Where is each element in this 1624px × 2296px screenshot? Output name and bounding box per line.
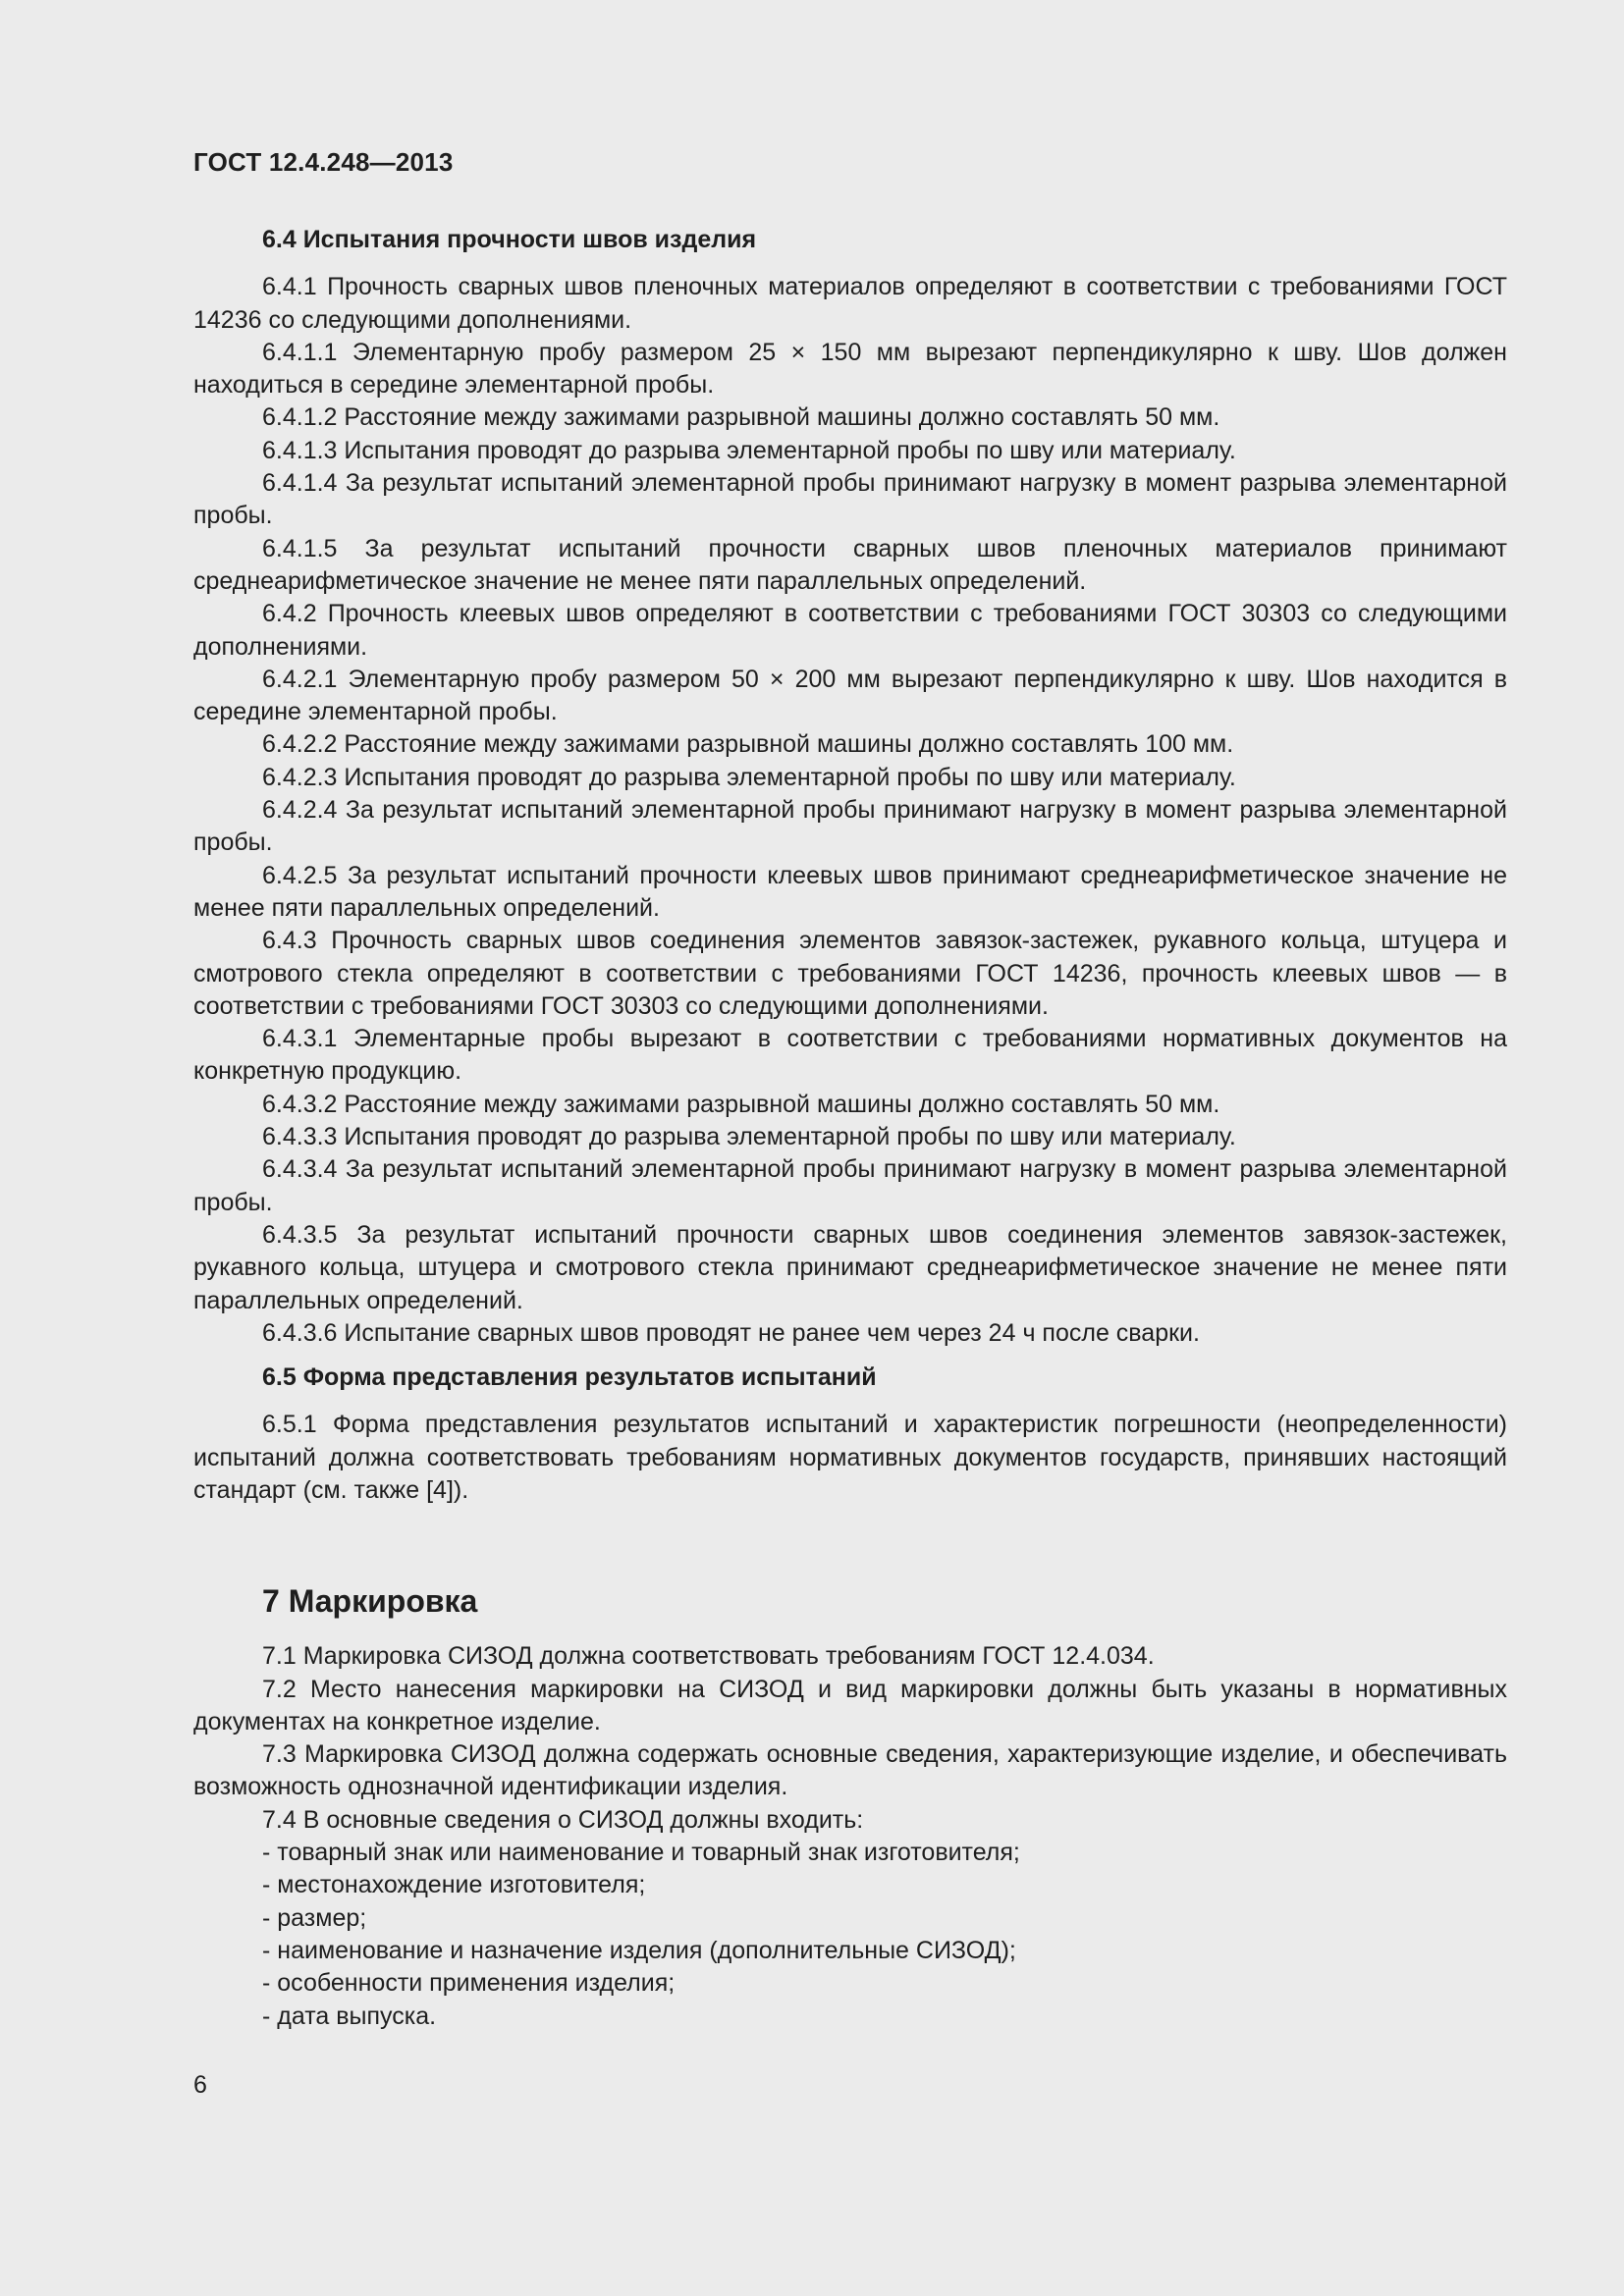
list-item: - наименование и назначение изделия (дополнительные СИЗОД); [262,1936,1016,1964]
paragraph: 6.4.2 Прочность клеевых швов определяют в соответствии с требованиями ГОСТ 30303 со следующими дополнениями. [193,600,1507,661]
paragraph: 6.4.1.5 За результат испытаний прочности сварных швов пленочных материалов принимают среднеарифметическое значение не менее пяти параллельных определений. [193,534,1507,595]
paragraph: 6.4.3.6 Испытание сварных швов проводят не ранее чем через 24 ч после сварки. [262,1318,1200,1347]
chapter-title-7: 7 Маркировка [262,1583,478,1620]
paragraph: 6.4.3.3 Испытания проводят до разрыва элементарной пробы по шву или материалу. [262,1123,1236,1151]
paragraph: 6.4.2.1 Элементарную пробу размером 50 × 200 мм вырезают перпендикулярно к шву. Шов находится в середине элементарной пробы. [193,665,1507,726]
list-item: - дата выпуска. [262,2002,437,2030]
list-item: - товарный знак или наименование и товарный знак изготовителя; [262,1839,1020,1867]
list-item: - размер; [262,1903,367,1932]
paragraph: 6.5.1 Форма представления результатов испытаний и характеристик погрешности (неопределенности) испытаний должна соответствовать требованиям нормативных документов государств, принявших настоящий стандарт (см. также [4]). [193,1411,1507,1504]
document-body [193,224,1507,2033]
paragraph: 6.4.1.4 За результат испытаний элементарной пробы принимают нагрузку в момент разрыва элементарной пробы. [193,469,1507,530]
section-title-6-4: 6.4 Испытания прочности швов изделия [262,226,757,253]
paragraph: 6.4.1.2 Расстояние между зажимами разрывной машины должно составлять 50 мм. [262,403,1220,432]
paragraph: 7.1 Маркировка СИЗОД должна соответствовать требованиям ГОСТ 12.4.034. [262,1642,1155,1671]
paragraph: 7.4 В основные сведения о СИЗОД должны входить: [262,1805,864,1834]
paragraph: 7.3 Маркировка СИЗОД должна содержать основные сведения, характеризующие изделие, и обеспечивать возможность однозначной идентификации изделия. [193,1740,1507,1801]
paragraph: 6.4.3.5 За результат испытаний прочности сварных швов соединения элементов завязок-застежек, рукавного кольца, штуцера и смотрового стекла принимают среднеарифметическое значение не менее пяти параллельных определений. [193,1220,1507,1314]
document-header: ГОСТ 12.4.248—2013 [193,147,454,177]
paragraph: 6.4.3 Прочность сварных швов соединения элементов завязок-застежек, рукавного кольца, штуцера и смотрового стекла определяют в соответствии с требованиями ГОСТ 14236, прочность клеевых швов — в соответствии с требованиями ГОСТ 30303 со следующими дополнениями. [193,927,1507,1020]
paragraph: 6.4.3.1 Элементарные пробы вырезают в соответствии с требованиями нормативных документов на конкретную продукцию. [193,1025,1507,1086]
paragraph: 6.4.1.3 Испытания проводят до разрыва элементарной пробы по шву или материалу. [262,436,1236,464]
list-item: - местонахождение изготовителя; [262,1871,646,1899]
paragraph: 6.4.3.2 Расстояние между зажимами разрывной машины должно составлять 50 мм. [262,1090,1220,1118]
paragraph: 6.4.1 Прочность сварных швов пленочных материалов определяют в соответствии с требованиями ГОСТ 14236 со следующими дополнениями. [193,273,1507,334]
page-number: 6 [193,2071,207,2099]
paragraph: 6.4.2.3 Испытания проводят до разрыва элементарной пробы по шву или материалу. [262,763,1236,791]
paragraph: 7.2 Место нанесения маркировки на СИЗОД и вид маркировки должны быть указаны в нормативных документах на конкретное изделие. [193,1675,1507,1735]
paragraph: 6.4.2.4 За результат испытаний элементарной пробы принимают нагрузку в момент разрыва элементарной пробы. [193,796,1507,857]
list-item: - особенности применения изделия; [262,1969,676,1998]
paragraph: 6.4.2.5 За результат испытаний прочности клеевых швов принимают среднеарифметическое значение не менее пяти параллельных определений. [193,861,1507,922]
paragraph: 6.4.3.4 За результат испытаний элементарной пробы принимают нагрузку в момент разрыва элементарной пробы. [193,1155,1507,1216]
section-title-6-5: 6.5 Форма представления результатов испытаний [262,1363,877,1392]
paragraph: 6.4.1.1 Элементарную пробу размером 25 × 150 мм вырезают перпендикулярно к шву. Шов должен находиться в середине элементарной пробы. [193,338,1507,400]
paragraph: 6.4.2.2 Расстояние между зажимами разрывной машины должно составлять 100 мм. [262,730,1234,759]
